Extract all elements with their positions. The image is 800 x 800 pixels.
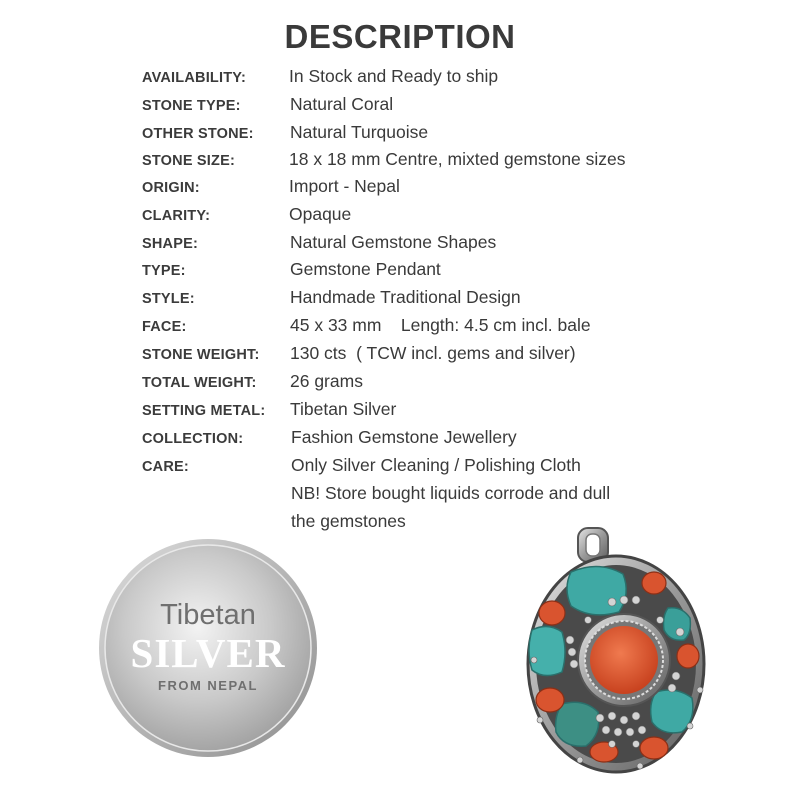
pendant-image — [0, 520, 800, 800]
spec-value: Natural Turquoise — [290, 122, 429, 142]
spec-value: 45 x 33 mm Length: 4.5 cm incl. bale — [290, 315, 591, 335]
spec-label: SETTING METAL: — [142, 403, 266, 419]
spec-row-setting-metal — [0, 399, 800, 425]
spec-value: Handmade Traditional Design — [290, 287, 521, 307]
badge-line-silver: SILVER — [130, 630, 286, 676]
spec-label: STYLE: — [142, 291, 195, 307]
spec-label: TYPE: — [142, 263, 186, 279]
spec-label: STONE TYPE: — [142, 98, 241, 114]
spec-value: Fashion Gemstone Jewellery — [291, 427, 517, 447]
spec-row-shape — [0, 232, 800, 258]
spec-row-face — [0, 315, 800, 341]
spec-value: Opaque — [289, 204, 352, 224]
spec-row-style — [0, 287, 800, 313]
spec-value: 18 x 18 mm Centre, mixted gemstone sizes — [289, 149, 626, 169]
spec-label: COLLECTION: — [142, 431, 244, 447]
spec-value: 130 cts ( TCW incl. gems and silver) — [290, 343, 576, 363]
spec-value: Natural Coral — [290, 94, 394, 114]
spec-label: SHAPE: — [142, 236, 198, 252]
spec-label: CARE: — [142, 459, 189, 475]
spec-value: Tibetan Silver — [290, 399, 397, 419]
spec-row-total-weight — [0, 371, 800, 397]
spec-value: Gemstone Pendant — [290, 259, 441, 279]
spec-value: In Stock and Ready to ship — [289, 66, 499, 86]
care-note-line-2: the gemstones — [291, 511, 406, 531]
page-title: DESCRIPTION — [284, 18, 516, 55]
badge-line-tibetan: Tibetan — [160, 599, 256, 631]
spec-row-collection — [0, 427, 800, 453]
spec-row-care — [0, 455, 800, 481]
spec-label: AVAILABILITY: — [142, 70, 247, 86]
spec-row-stone-weight — [0, 343, 800, 369]
spec-row-stone-type — [0, 94, 800, 120]
spec-label: TOTAL WEIGHT: — [142, 375, 257, 391]
care-note-line-1: NB! Store bought liquids corrode and dull — [291, 483, 611, 503]
spec-value: Import - Nepal — [289, 176, 400, 196]
spec-row-type — [0, 259, 800, 285]
spec-row-stone-size — [0, 149, 800, 175]
spec-value: Only Silver Cleaning / Polishing Cloth — [291, 455, 581, 475]
spec-row-availability — [0, 66, 800, 92]
spec-row-clarity — [0, 204, 800, 230]
spec-row-other-stone — [0, 122, 800, 148]
spec-label: STONE SIZE: — [142, 153, 235, 169]
spec-label: CLARITY: — [142, 208, 211, 224]
spec-label: FACE: — [142, 319, 187, 335]
spec-value: Natural Gemstone Shapes — [290, 232, 497, 252]
badge-line-from-nepal: FROM NEPAL — [158, 678, 258, 693]
spec-value: 26 grams — [290, 371, 363, 391]
spec-row-origin — [0, 176, 800, 202]
spec-label: OTHER STONE: — [142, 126, 254, 142]
spec-label: STONE WEIGHT: — [142, 347, 260, 363]
spec-label: ORIGIN: — [142, 180, 200, 196]
